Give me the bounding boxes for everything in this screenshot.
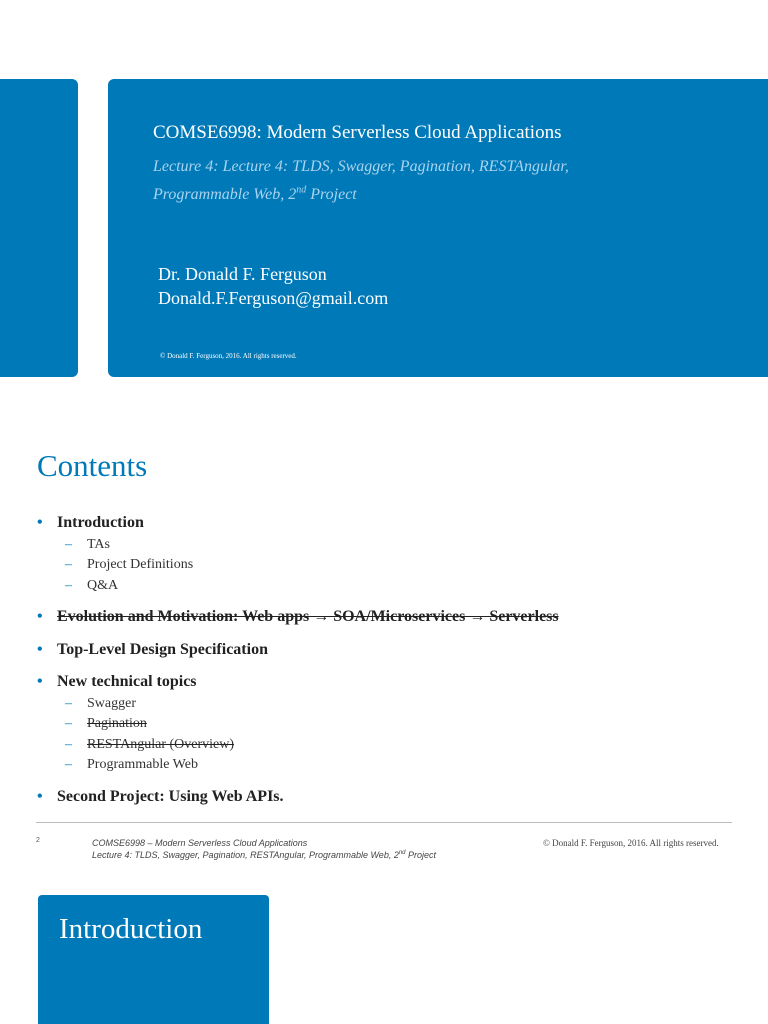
contents-subitem-label: Swagger: [87, 696, 136, 711]
dash-icon: –: [65, 757, 72, 772]
contents-item-label: Evolution and Motivation: Web apps → SOA/Microservices → Serverless: [57, 608, 559, 625]
bullet-icon: •: [37, 514, 43, 531]
contents-item: [37, 608, 559, 626]
page-number: 2: [36, 837, 40, 844]
bullet-icon: •: [37, 608, 43, 625]
author-block: [158, 262, 388, 310]
section-title: Introduction: [59, 913, 203, 945]
contents-subitem: [65, 696, 136, 712]
contents-subitem: [65, 578, 118, 594]
footer-divider: [36, 822, 732, 823]
dash-icon: –: [65, 578, 72, 593]
footer-course-info: [92, 837, 436, 861]
lecture-subtitle-line2: Programmable Web, 2nd Project: [153, 184, 357, 203]
author-email: Donald.F.Ferguson@gmail.com: [158, 288, 389, 308]
contents-item-label: Top-Level Design Specification: [57, 641, 268, 658]
dash-icon: –: [65, 716, 72, 731]
contents-item-label: Second Project: Using Web APIs.: [57, 788, 284, 805]
author-name: Dr. Donald F. Ferguson: [158, 264, 327, 284]
lecture-subtitle-line1: Lecture 4: Lecture 4: TLDS, Swagger, Pagination, RESTAngular,: [153, 158, 569, 175]
dash-icon: –: [65, 696, 72, 711]
contents-item: [37, 641, 268, 659]
lecture-subtitle: [153, 153, 753, 209]
contents-subitem-label: Programmable Web: [87, 757, 198, 772]
title-slide-left-panel: [0, 79, 78, 377]
contents-item-label: New technical topics: [57, 673, 197, 690]
contents-subitem: [65, 757, 198, 773]
contents-subitem-label: TAs: [87, 537, 110, 552]
contents-subitem-label: RESTAngular (Overview): [87, 737, 235, 752]
contents-subitem: [65, 716, 147, 732]
bullet-icon: •: [37, 788, 43, 805]
dash-icon: –: [65, 737, 72, 752]
contents-item: [37, 514, 144, 532]
course-title: COMSE6998: Modern Serverless Cloud Applications: [153, 122, 562, 143]
footer-course-line1: COMSE6998 – Modern Serverless Cloud Applications: [92, 838, 308, 848]
contents-item: [37, 788, 284, 806]
bullet-icon: •: [37, 641, 43, 658]
title-slide-copyright: © Donald F. Ferguson, 2016. All rights reserved.: [160, 352, 297, 360]
contents-subitem: [65, 537, 110, 553]
contents-heading: Contents: [37, 448, 148, 483]
contents-subitem-label: Pagination: [87, 716, 147, 731]
bullet-icon: •: [37, 673, 43, 690]
dash-icon: –: [65, 557, 72, 572]
contents-item: [37, 673, 197, 691]
contents-item-label: Introduction: [57, 514, 144, 531]
contents-subitem-label: Project Definitions: [87, 557, 194, 572]
contents-subitem: [65, 737, 234, 753]
footer-course-line2: Lecture 4: TLDS, Swagger, Pagination, RESTAngular, Programmable Web, 2nd Project: [92, 850, 437, 860]
footer-copyright: © Donald F. Ferguson, 2016. All rights reserved.: [543, 838, 719, 848]
contents-subitem-label: Q&A: [87, 578, 119, 593]
contents-subitem: [65, 557, 193, 573]
dash-icon: –: [65, 537, 72, 552]
